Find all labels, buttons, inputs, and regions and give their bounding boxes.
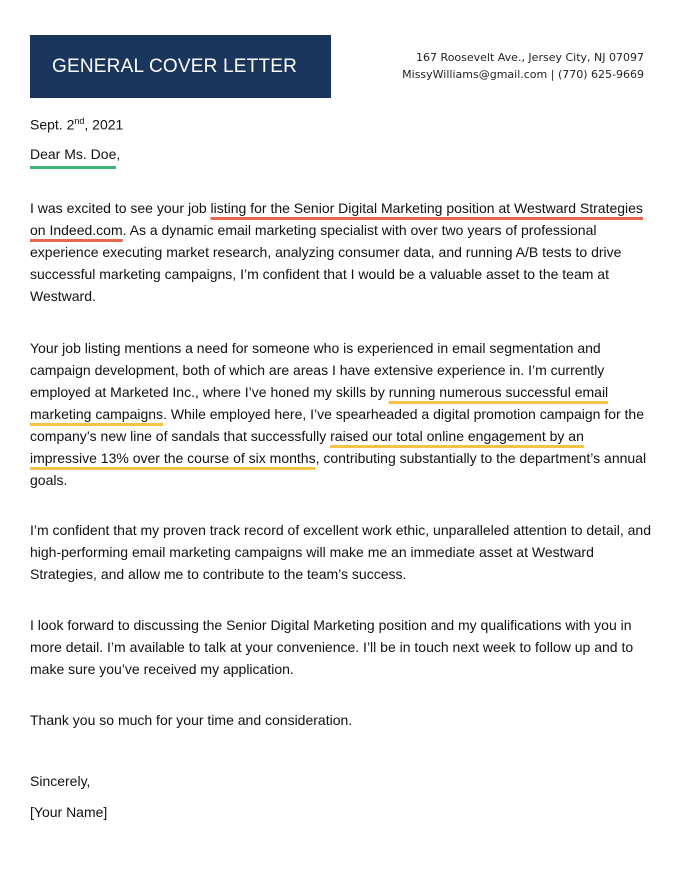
closing: Sincerely,	[30, 773, 91, 789]
experience-text-c: , contributing substantially to the department’s annual goals.	[30, 450, 647, 488]
letter-date	[30, 116, 123, 133]
contact-phone: (770) 625-9669	[557, 68, 644, 81]
date-suffix: , 2021	[84, 116, 124, 133]
experience-text-a: Your job listing mentions a need for someone who is experienced in email segmentation and campaign development, both of which are areas I have extensive experience in. I’m currently employed at Marketed Inc., where I’ve honed my skills by	[30, 340, 605, 400]
date-prefix: Sept. 2	[30, 116, 75, 133]
salutation-underline	[30, 166, 116, 169]
document-title: GENERAL COVER LETTER	[52, 55, 298, 77]
date-ordinal: nd	[74, 116, 85, 126]
contact-address: 167 Roosevelt Ave., Jersey City, NJ 07097	[416, 51, 644, 64]
signature: [Your Name]	[30, 804, 108, 820]
intro-text-b: . As a dynamic email marketing specialist with over two years of professional experience executing market research, analyzing consumer data, and running A/B tests to drive successful marketing campaigns, I’m confident that I would be a valuable asset to the team at Westward.	[30, 222, 622, 304]
paragraph-confidence: I’m confident that my proven track record of excellent work ethic, unparalleled attention to detail, and high-performing email marketing campaigns will make me an immediate asset at Westward Strategies, and allow me to contribute to the team’s success.	[30, 522, 652, 582]
contact-separator: |	[547, 68, 558, 81]
salutation: Dear Ms. Doe,	[30, 146, 121, 162]
contact-info	[402, 49, 644, 83]
intro-text-a: I was excited to see your job	[30, 200, 211, 216]
contact-email: MissyWilliams@gmail.com	[402, 68, 548, 81]
paragraph-follow-up: I look forward to discussing the Senior Digital Marketing position and my qualifications with you in more detail. I’m available to talk at your convenience. I’ll be in touch next week to follow up and to make sure you’ve received my application.	[30, 617, 634, 677]
paragraph-experience	[30, 337, 654, 491]
intro-highlight: listing for the Senior Digital Marketing position at Westward Strategies on Indeed.com	[30, 200, 643, 238]
contact-line	[402, 66, 644, 83]
experience-highlight-2: raised our total online engagement by an impressive 13% over the course of six months	[30, 428, 584, 466]
title-banner	[30, 35, 331, 98]
experience-text-b: . While employed here, I’ve spearheaded a digital promotion campaign for the company’s new line of sandals that successfully	[30, 406, 645, 444]
experience-highlight-1: running numerous successful email marketing campaigns	[30, 384, 609, 422]
paragraph-intro	[30, 197, 654, 307]
paragraph-thanks: Thank you so much for your time and consideration.	[30, 712, 353, 728]
